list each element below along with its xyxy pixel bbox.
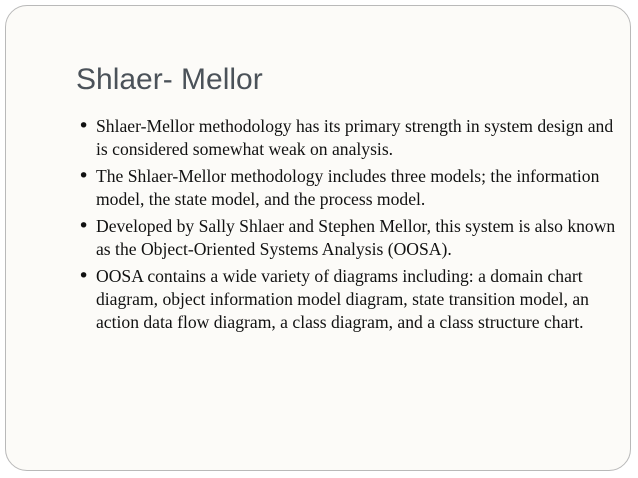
bullet-dot-icon: • bbox=[78, 215, 90, 237]
slide-title: Shlaer- Mellor bbox=[76, 63, 263, 96]
bullet-text: Shlaer-Mellor methodology has its primary strength in system design and is considered somewhat weak on analysis. bbox=[96, 116, 614, 159]
bullet-dot-icon: • bbox=[78, 165, 90, 187]
bullet-list bbox=[78, 115, 618, 338]
bullet-item bbox=[78, 115, 618, 161]
bullet-dot-icon: • bbox=[78, 115, 90, 137]
bullet-item bbox=[78, 165, 618, 211]
bullet-item bbox=[78, 265, 618, 334]
bullet-item bbox=[78, 215, 618, 261]
bullet-text: The Shlaer-Mellor methodology includes three models; the information model, the state model, and the process model. bbox=[96, 166, 600, 209]
bullet-text: OOSA contains a wide variety of diagrams including: a domain chart diagram, object information model diagram, state transition model, an action data flow diagram, a class diagram, and a class structure chart. bbox=[96, 266, 589, 332]
slide-frame bbox=[5, 5, 631, 471]
bullet-text: Developed by Sally Shlaer and Stephen Mellor, this system is also known as the Object-Oriented Systems Analysis (OOSA). bbox=[96, 216, 616, 259]
bullet-dot-icon: • bbox=[78, 265, 90, 287]
